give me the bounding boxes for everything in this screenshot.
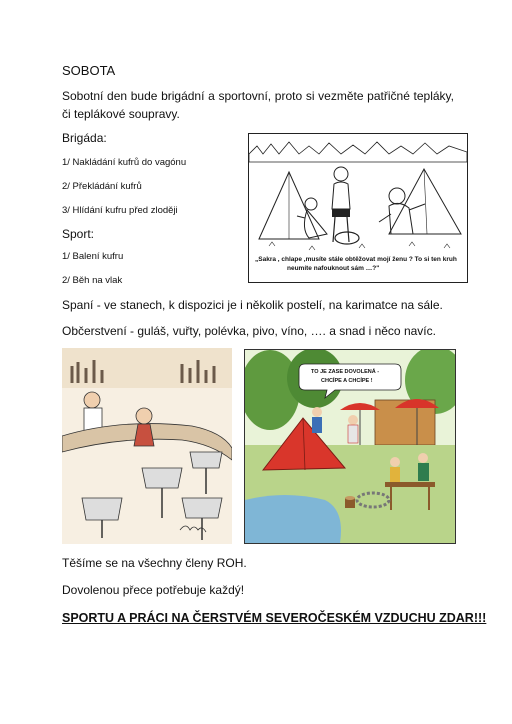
obcerstveni-paragraph: Občerstvení - guláš, vuřty, polévka, pivo, víno, …. a snad i něco navíc. (62, 324, 436, 338)
brigada-item-2: 2/ Překládání kufrů (62, 181, 142, 192)
cartoon-bar-stools (62, 348, 232, 544)
cartoon3-bubble-line1: TO JE ZASE DOVOLENÁ - (311, 369, 380, 375)
intro-paragraph: Sobotní den bude brigádní a sportovní, proto si vezměte patřičné tepláky, či teplákové soupravy. (62, 89, 454, 121)
closing-line-1: Těšíme se na všechny členy ROH. (62, 556, 247, 570)
cartoon3-bubble-line2: CHCÍPE A CHCÍPE ! (321, 378, 373, 384)
cartoon1-caption-line1: „Sakra , chlape ,musíte stále obtěžovat mojí ženu ? To si ten kruh (255, 256, 457, 263)
sport-item-2: 2/ Běh na vlak (62, 275, 123, 286)
final-slogan: SPORTU A PRÁCI NA ČERSTVÉM SEVEROČESKÉM VZDUCHU ZDAR!!! (62, 611, 487, 625)
brigada-item-1: 1/ Nakládání kufrů do vagónu (62, 157, 187, 168)
brigada-item-3: 3/ Hlídání kufru před zloději (62, 205, 178, 216)
sport-heading: Sport: (62, 227, 95, 241)
cartoon-camping-colour (244, 349, 456, 544)
page-title: SOBOTA (62, 63, 116, 78)
sport-item-1: 1/ Balení kufru (62, 251, 124, 262)
closing-line-2: Dovolenou přece potřebuje každý! (62, 583, 245, 597)
brigada-heading: Brigáda: (62, 131, 107, 145)
cartoon1-caption-line2: neumíte nafouknout sám …?" (287, 265, 380, 272)
spani-paragraph: Spaní - ve stanech, k dispozici je i několik postelí, na karimatce na sále. (62, 298, 443, 312)
cartoon-camping-ring (248, 133, 468, 283)
cartoon-bar-stools-drawing (62, 348, 232, 544)
